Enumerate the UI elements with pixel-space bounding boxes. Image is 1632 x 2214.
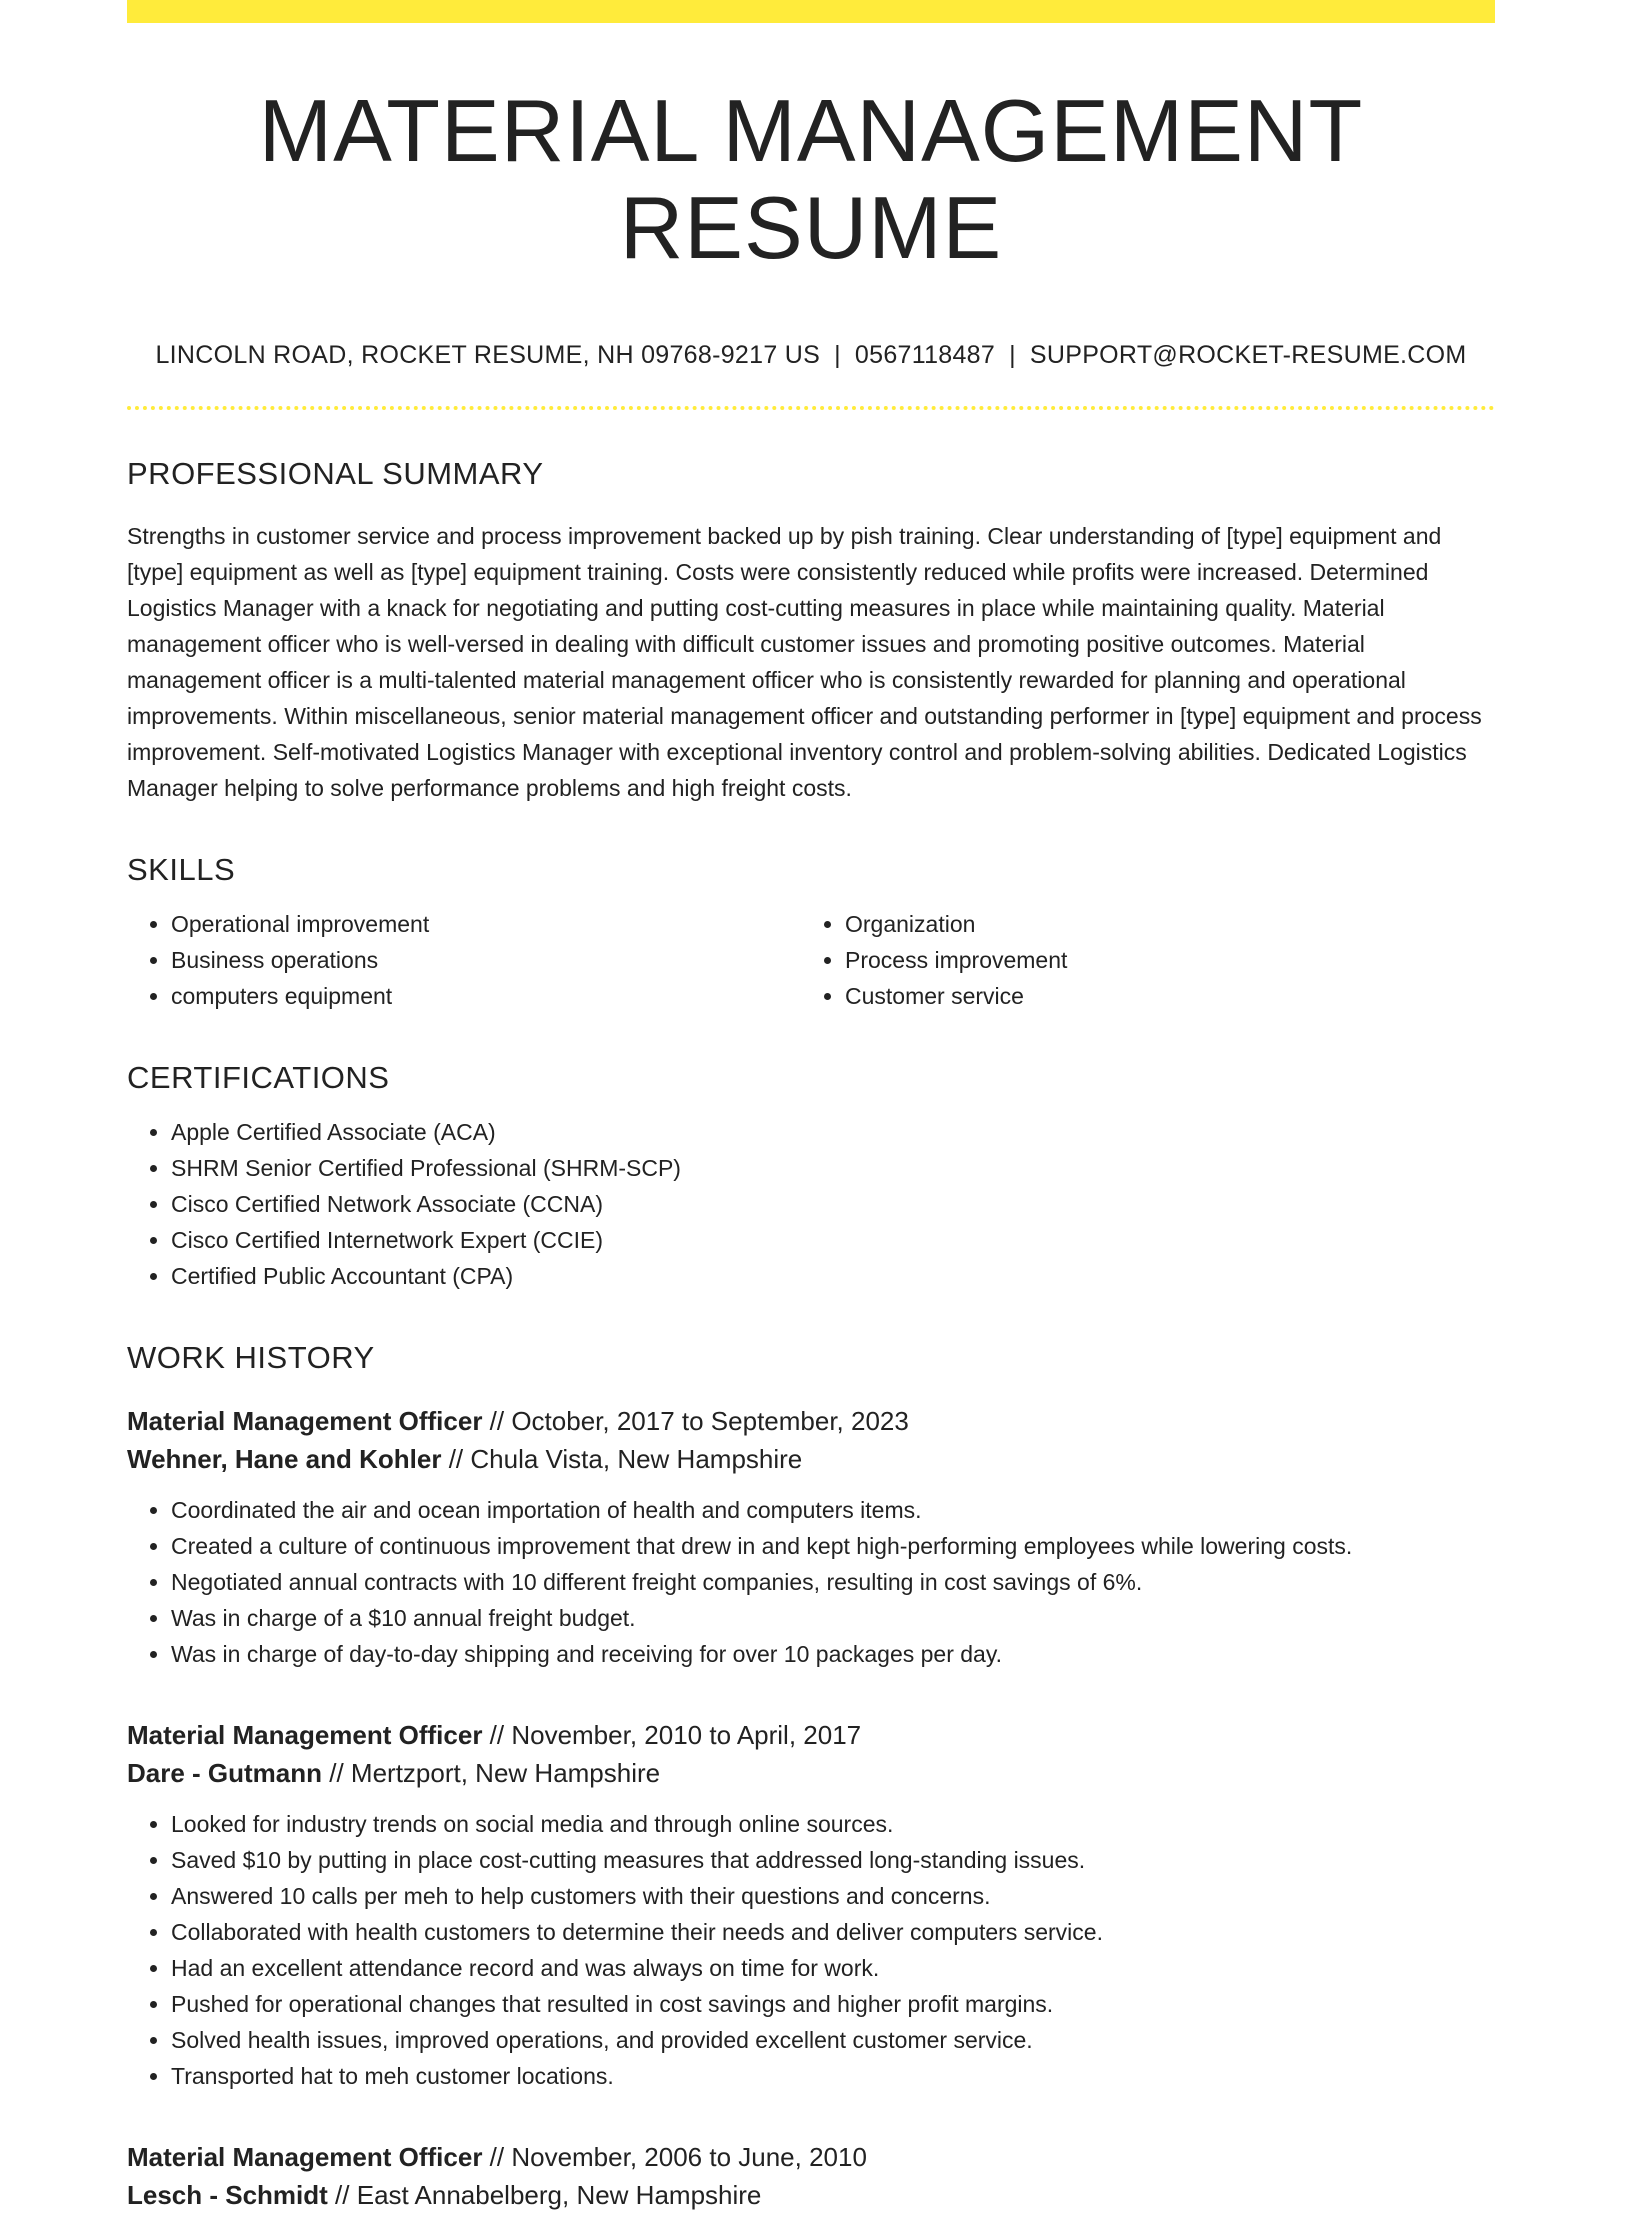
page-title: MATERIAL MANAGEMENT RESUME [258,81,1364,277]
resume-page [127,0,1495,2214]
job-location: // East Annabelberg, New Hampshire [327,2179,762,2210]
list-item: • Certified Public Accountant (CPA) [171,1258,1495,1294]
list-item: • Coordinated the air and ocean importation of health and computers items. [171,1492,1495,1528]
list-item: • Looked for industry trends on social media and through online sources. [171,1806,1495,1842]
job-location: // Chula Vista, New Hampshire [441,1443,803,1474]
list-item: • computers equipment [171,978,801,1014]
certifications-heading: CERTIFICATIONS [127,1059,390,1095]
certifications-list [127,1114,1495,1294]
list-item: • Answered 10 calls per meh to help customers with their questions and concerns. [171,1878,1495,1914]
job-title: Material Management Officer [127,1719,483,1750]
job-company-line [127,2176,1495,2214]
job-title-line [127,2138,1495,2176]
list-item: • Transported hat to meh customer locations. [171,2058,1495,2094]
list-item: • Customer service [845,978,1475,1014]
job-company: Lesch - Schmidt [127,2179,328,2210]
job-title-line [127,1402,1495,1440]
contact-line [127,341,1495,370]
summary-text: Strengths in customer service and process improvement backed up by pish training. Clear understanding of [type] equipment and [type] equipment as well as [type] equipment training. Costs were consistently reduced while profits were increased. Determined Logistics Manager with a knack for negotiating and putting cost-cutting measures in place while maintaining quality. Material management officer who is well-versed in dealing with difficult customer issues and promoting positive outcomes. Material management officer is a multi-talented material management officer who is consistently rewarded for planning and operational improvements. Within miscellaneous, senior material management officer and outstanding performer in [type] equipment and process improvement. Self-motivated Logistics Manager with exceptional inventory control and problem-solving abilities. Dedicated Logistics Manager helping to solve performance problems and high freight costs. [127,522,1482,801]
job-dates: // October, 2017 to September, 2023 [482,1405,909,1436]
accent-top-bar [127,0,1495,23]
list-item: • Created a culture of continuous improvement that drew in and kept high-performing employees while lowering costs. [171,1528,1495,1564]
skills-list-right [801,906,1475,1014]
dotted-divider [127,406,1495,410]
job-company-line [127,1754,1495,1792]
job-bullets [127,1806,1495,2094]
list-item: • Was in charge of day-to-day shipping and receiving for over 10 packages per day. [171,1636,1495,1672]
summary-heading: PROFESSIONAL SUMMARY [127,455,544,491]
list-item: • Organization [845,906,1475,942]
contact-separator: | [834,340,841,369]
contact-separator: | [1009,340,1016,369]
job-title: Material Management Officer [127,2141,483,2172]
skills-heading: SKILLS [127,851,236,887]
list-item: • Collaborated with health customers to determine their needs and deliver computers service. [171,1914,1495,1950]
list-item: • Business operations [171,942,801,978]
list-item: • Operational improvement [171,906,801,942]
list-item: • Process improvement [845,942,1475,978]
list-item: • Cisco Certified Network Associate (CCNA) [171,1186,1495,1222]
list-item: • Had an excellent attendance record and was always on time for work. [171,1950,1495,1986]
job-bullets [127,1492,1495,1672]
list-item: • Cisco Certified Internetwork Expert (CCIE) [171,1222,1495,1258]
list-item: • SHRM Senior Certified Professional (SHRM-SCP) [171,1150,1495,1186]
job-title-line [127,1716,1495,1754]
work-history-heading: WORK HISTORY [127,1339,375,1375]
contact-email: SUPPORT@ROCKET-RESUME.COM [1029,340,1467,369]
list-item: • Solved health issues, improved operations, and provided excellent customer service. [171,2022,1495,2058]
list-item: • Apple Certified Associate (ACA) [171,1114,1495,1150]
contact-phone: 0567118487 [854,340,996,369]
job-title: Material Management Officer [127,1405,483,1436]
contact-address: LINCOLN ROAD, ROCKET RESUME, NH 09768-9217 US [155,340,821,369]
job-entry [127,1716,1495,2094]
list-item: • Was in charge of a $10 annual freight budget. [171,1600,1495,1636]
skills-list-left [127,906,801,1014]
list-item: • Negotiated annual contracts with 10 different freight companies, resulting in cost savings of 6%. [171,1564,1495,1600]
job-company-line [127,1440,1495,1478]
skills-grid [127,888,1495,1014]
job-company: Wehner, Hane and Kohler [127,1443,442,1474]
job-company: Dare - Gutmann [127,1757,323,1788]
job-entry [127,2138,1495,2214]
list-item: • Saved $10 by putting in place cost-cutting measures that addressed long-standing issues. [171,1842,1495,1878]
job-entry [127,1402,1495,1672]
list-item: • Pushed for operational changes that resulted in cost savings and higher profit margins. [171,1986,1495,2022]
job-location: // Mertzport, New Hampshire [322,1757,661,1788]
job-dates: // November, 2010 to April, 2017 [482,1719,862,1750]
job-dates: // November, 2006 to June, 2010 [482,2141,867,2172]
